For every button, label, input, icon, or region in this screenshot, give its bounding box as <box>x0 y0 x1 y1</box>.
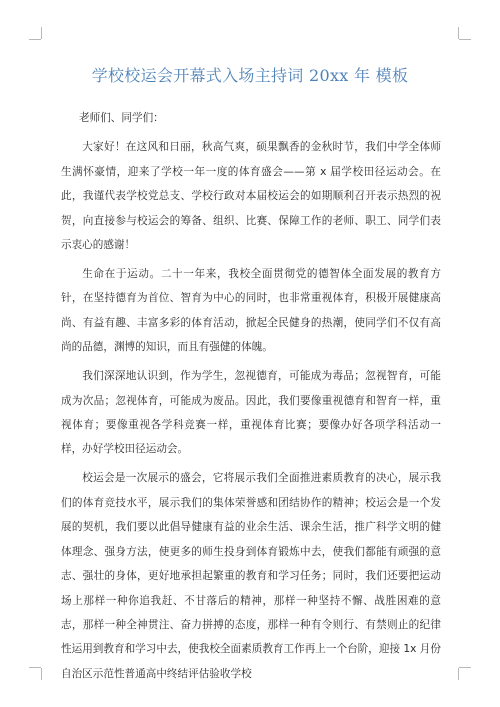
crop-mark-top-right-vertical <box>458 27 459 39</box>
paragraph-2: 生命在于运动。二十一年来，我校全面贯彻党的德智体全面发展的教育方针，在坚持德育为首位、智育为中心的同时，也非常重视体育，积极开展健康高尚、有益有趣、丰富多彩的体育活动，掀起全民健身的热潮，使同学们不仅有高尚的品德，渊博的知识，而且有强健的体魄。 <box>61 268 441 354</box>
paragraph-4: 校运会是一次展示的盛会，它将展示我们全面推进素质教育的决心，展示我们的体育竞技水平，展示我们的集体荣誉感和团结协作的精神；校运会是一个发展的契机，我们要以此倡导健康有益的业余生活、课余生活，推广科学文明的健体理念、强身方法，使更多的师生投身到体育锻炼中去，使我们都能有顽强的意志、强壮的身体，更好地承担起繁重的教育和学习任务；同时，我们还要把运动场上那样一种你追我赶、不甘落后的精神，那样一种坚持不懈、战胜困难的意志，那样一种全神贯注、奋力拼搏的态度，那样一种有令则行、有禁则止的纪律性运用到教育和学习中去，使我校全面素质教育工作再上一个台阶，迎接 1x 月份自治区示范性普通高中终结评估验收学校 <box>61 472 441 680</box>
paragraph-3: 我们深深地认识到，作为学生，忽视德育，可能成为毒品；忽视智育，可能成为次品；忽视体育，可能成为废品。因此，我们要像重视德育和智育一样，重视体育；要像重视各学科竞赛一样，重视体育比赛；要像办好各项学科活动一样，办好学校田径运动会。 <box>61 370 441 456</box>
crop-mark-top-right-horizontal <box>459 39 471 40</box>
document-body <box>61 106 441 691</box>
crop-mark-bottom-left-horizontal <box>29 667 41 668</box>
crop-mark-bottom-left-vertical <box>41 668 42 680</box>
crop-mark-bottom-right-horizontal <box>459 667 471 668</box>
crop-mark-top-left-horizontal <box>29 39 41 40</box>
crop-mark-top-left-vertical <box>41 27 42 39</box>
document-title: 学校校运会开幕式入场主持词 20xx 年 模板 <box>91 66 409 85</box>
crop-mark-bottom-right-vertical <box>458 668 459 680</box>
greeting-line: 老师们、同学们： <box>79 112 164 124</box>
paragraph-1: 大家好！在这风和日丽，秋高气爽，硕果飘香的金秋时节，我们中学全体师生满怀豪情，迎来了学校一年一度的体育盛会——第 x 届学校田径运动会。在此，我谨代表学校党总支、学校行政对本届校运会的如期顺利召开表示热烈的祝贺，向直接参与校运会的筹备、组织、比赛、保障工作的老师、职工、同学们表示衷心的感谢！ <box>61 141 441 252</box>
